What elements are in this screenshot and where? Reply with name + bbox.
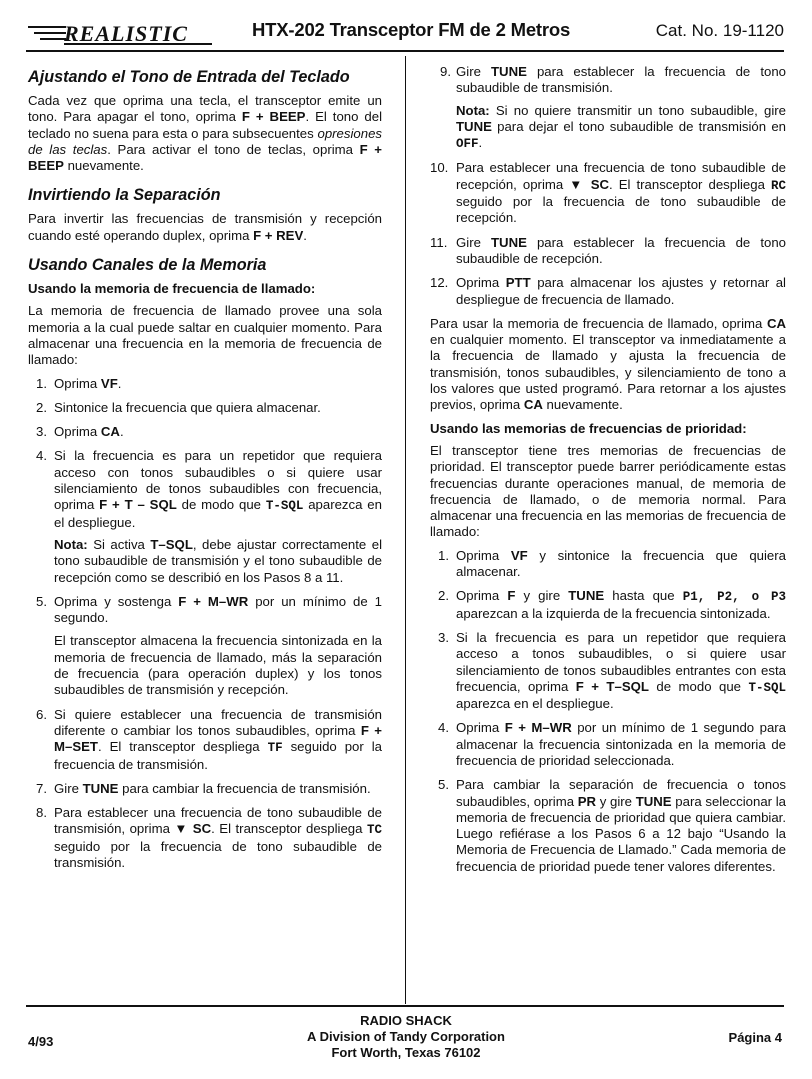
section-heading-memory: Usando Canales de la Memoria [28,256,267,275]
note-tsql: Nota: Si activa T–SQL, debe ajustar correctamente el tono subaudible de transmisión y el tono subaudible de recepción como se describió en los Pasos 8 a 11. [54,536,382,585]
footer-divider [26,1005,784,1007]
steps-priority-memory [430,548,786,875]
list-item: 4. Oprima F + M–WR por un mínimo de 1 segundo para almacenar la frecuencia sintonizada en la memoria de frecuencia de prioridad seleccionada. [438,720,787,768]
realistic-logo [26,20,214,46]
paragraph-priority-intro: El transceptor tiene tres memorias de frecuencias de prioridad. El transceptor puede barrer periódicamente estas frecuencias durante operaciones manual, de memoria de frecuencia de llamado, o de memoria normal. Para almacenar una frecuencia en las memorias de frecuencia de llamado: [430,442,786,540]
section-heading-keytone: Ajustando el Tono de Entrada del Teclado [28,68,350,86]
list-item: 5. Oprima y sostenga F + M–WR por un mínimo de 1 segundo. El transceptor almacena la frecuencia sintonizada en la memoria de frecuencia de llamado, más la separación de frecuencia (para operación duplex) y los tonos subaudibles de transmisión y recepción. [36,593,383,698]
list-item: 9. Gire TUNE para establecer la frecuencia de tono subaudible de transmisión. Nota: Si no quiere transmitir un tono subaudible, gire TUNE para dejar el tono subaudible de transmisión en OFF. [440,64,786,152]
footer-company [0,1013,812,1061]
left-column [28,64,382,879]
svg-text:REALISTIC: REALISTIC [64,21,188,46]
step-5-detail: El transceptor almacena la frecuencia sintonizada en la memoria de frecuencia de llamado, más la separación de frecuencia (para operación duplex) y los tonos subaudibles de transmisión y recepción. [54,633,382,698]
steps-call-memory-cont [430,64,786,308]
note-off: Nota: Si no quiere transmitir un tono subaudible, gire TUNE para dejar el tono subaudible de transmisión en OFF. [456,102,786,152]
column-divider [405,56,406,1004]
page-number: Página 4 [728,1030,782,1045]
list-item: 1. Oprima VF y sintonice la frecuencia que quiera almacenar. [438,547,786,580]
paragraph-keytone: Cada vez que oprima una tecla, el transceptor emite un tono. Para apagar el tono, oprima F + BEEP. El tono del teclado no suena para esta o para subsecuentes opresiones de las teclas. Para activar el tono de teclas, oprima F + BEEP nuevamente. [28,93,383,174]
right-column [430,64,786,883]
section-heading-reverse: Invirtiendo la Separación [28,186,221,205]
list-item: 5. Para cambiar la separación de frecuencia o tonos subaudibles, oprima PR y gire TUNE para seleccionar la memoria de frecuencia de prioridad que quiera cambiar. Luego refiérase a los Pasos 6 a 12 bajo “Usando la Memoria de Frecuencia de Llamado.” Cada memoria de frecuencia de prioridad puede tener valores diferentes. [438,777,786,874]
list-item: 6. Si quiere establecer una frecuencia de transmisión diferente o cambiar los tonos subaudibles, oprima F + M–SET. El transceptor despliega TF seguido por la frecuencia de transmisión. [36,706,383,772]
paragraph-call-intro: La memoria de frecuencia de llamado provee una sola memoria a la cual puede saltar en cualquier momento. Para almacenar una frecuencia en la memoria de frecuencia de llamado: [28,303,382,368]
footer-date: 4/93 [28,1034,54,1049]
list-item: 1. Oprima VF. [36,375,122,391]
header-divider [26,50,784,52]
list-item: 12. Oprima PTT para almacenar los ajustes y retornar al despliegue de frecuencia de llamado. [430,275,786,307]
list-item: 3. Oprima CA. [36,424,124,440]
document-title: HTX-202 Transceptor FM de 2 Metros [252,19,571,40]
list-item: 3. Si la frecuencia es para un repetidor que requiera acceso a tonos subaudibles, o si quiere usar silenciamiento de tonos subaudibles entrantes con esta frecuencia, oprima F + T–SQL de modo que T-SQL aparezca en el despliegue. [438,629,786,712]
list-item: 11. Gire TUNE para establecer la frecuencia de tono subaudible de recepción. [430,234,786,266]
subheading-call-memory: Usando la memoria de frecuencia de llamado: [28,281,316,297]
steps-call-memory [28,376,382,872]
paragraph-reverse: Para invertir las frecuencias de transmisión y recepción cuando esté operando duplex, oprima F + REV. [28,211,382,243]
list-item: 7. Gire TUNE para cambiar la frecuencia de transmisión. [36,780,371,796]
list-item: 2. Oprima F y gire TUNE hasta que P1, P2, o P3 aparezcan a la izquierda de la frecuencia sintonizada. [438,588,786,621]
subheading-priority-memory: Usando las memorias de frecuencias de prioridad: [430,420,747,436]
footer-line: RADIO SHACK [360,1013,452,1028]
catalog-number: Cat. No. 19-1120 [655,21,784,40]
paragraph-call-use: Para usar la memoria de frecuencia de llamado, oprima CA en cualquier momento. El transceptor va inmediatamente a la frecuencia de llamado y ajusta la frecuencia de transmisión, tonos subaudibles, y silenciamiento de tono a los valores que usted programó. Para retornar a los ajustes previos, oprima CA nuevamente. [430,315,786,413]
page-header [26,18,784,52]
footer-line: Fort Worth, Texas 76102 [331,1045,481,1060]
list-item: 2. Sintonice la frecuencia que quiera almacenar. [36,399,321,415]
list-item: 8. Para establecer una frecuencia de tono subaudible de transmisión, oprima ▼ SC. El transceptor despliega TC seguido por la frecuencia de tono subaudible de transmisión. [36,805,382,870]
list-item: 10. Para establecer una frecuencia de tono subaudible de recepción, oprima ▼ SC. El transceptor despliega RC seguido por la frecuencia de tono subaudible de recepción. [430,160,786,226]
footer-line: A Division of Tandy Corporation [307,1029,505,1044]
list-item: 4. Si la frecuencia es para un repetidor que requiera acceso con tonos subaudibles o si quiere usar silenciamiento de tonos subaudibles con frecuencia, oprima F + T – SQL de modo que T-SQL aparezca en el despliegue. Nota: Si activa T–SQL, debe ajustar correctamente el tono subaudible de transmisión y el tono subaudible de recepción como se describió en los Pasos 8 a 11. [36,448,382,585]
